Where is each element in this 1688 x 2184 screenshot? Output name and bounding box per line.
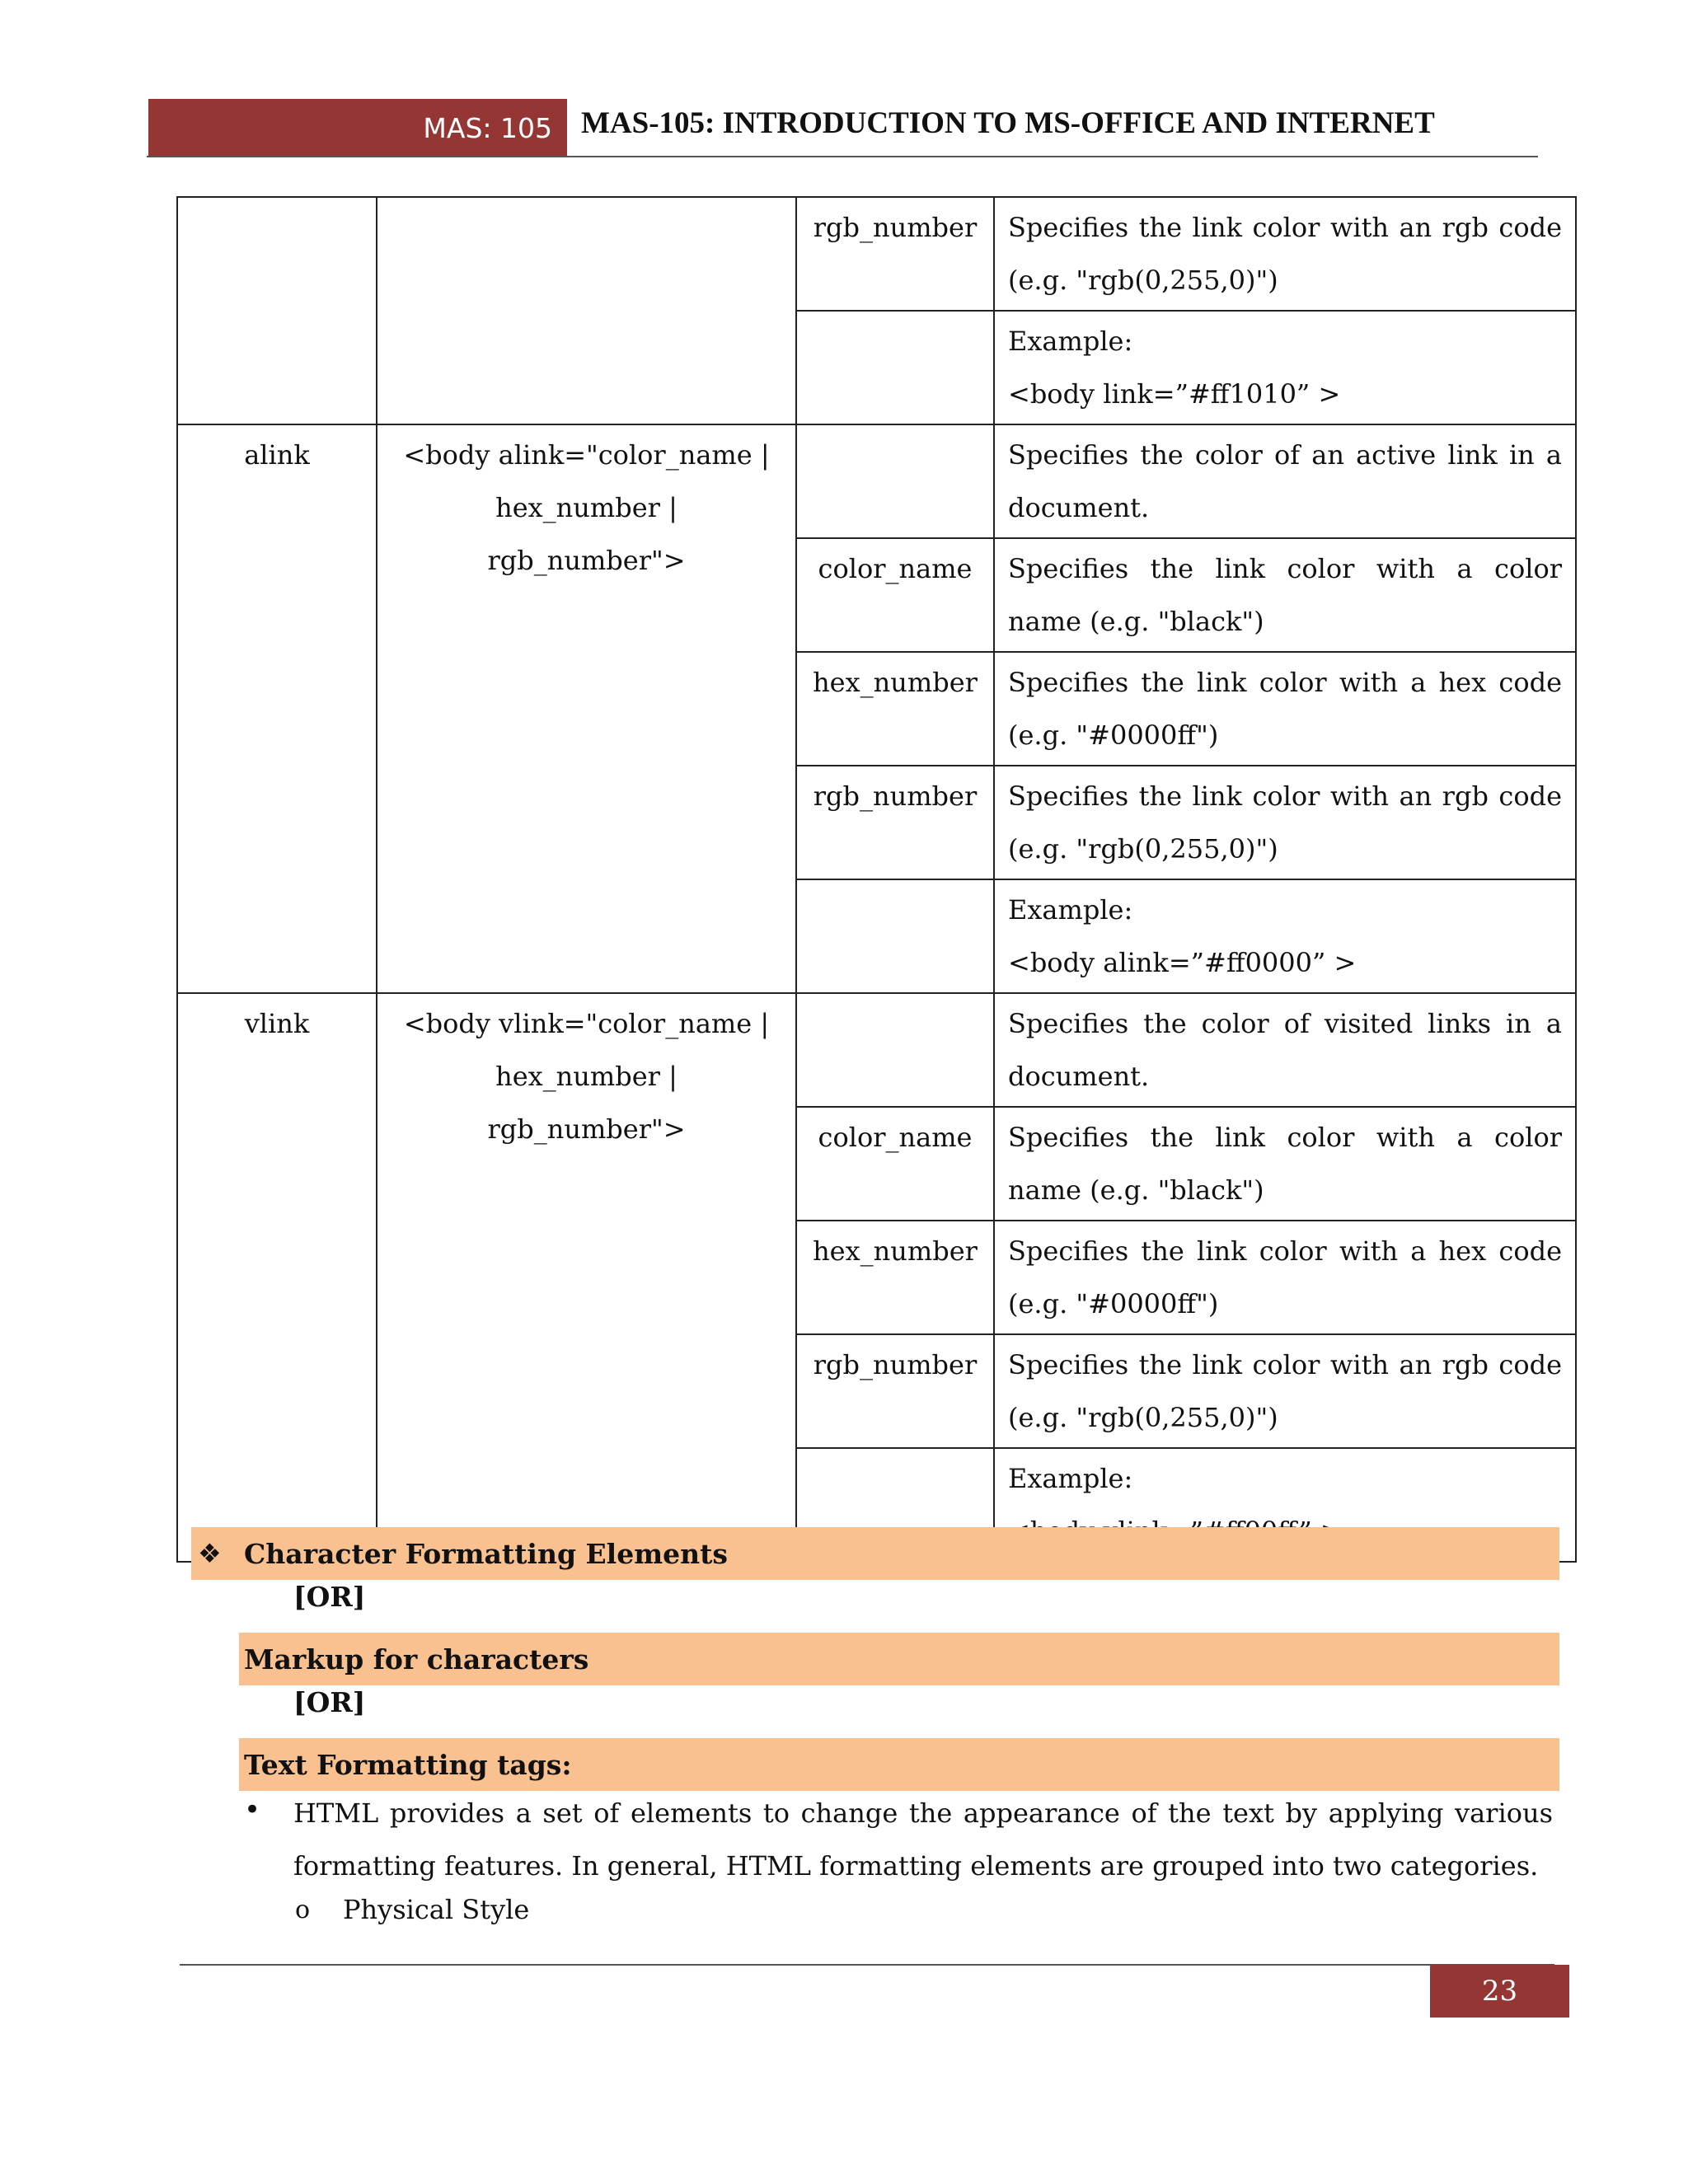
header-code: MAS: 105 xyxy=(423,111,552,144)
body-paragraph: HTML provides a set of elements to change the appearance of the text by applying various formatting features. In general, HTML formatting elements are grouped into two categories. xyxy=(293,1797,1553,1882)
page-number: 23 xyxy=(1430,1965,1569,2018)
example-code: <body alink=”#ff0000” > xyxy=(1008,947,1357,978)
header-divider xyxy=(147,156,1538,157)
value-cell: rgb_number xyxy=(796,197,994,311)
value-cell: color_name xyxy=(796,538,994,652)
table-row xyxy=(177,197,1576,311)
example-cell xyxy=(994,311,1576,424)
bullet-icon: • xyxy=(244,1793,261,1826)
description-cell: Specifies the color of an active link in a document. xyxy=(994,424,1576,538)
example-code: <body link=”#ff1010” > xyxy=(1008,378,1341,410)
description-cell: Specifies the link color with a hex code (e.g. "#0000ff") xyxy=(994,652,1576,766)
value-cell: hex_number xyxy=(796,1221,994,1334)
attribute-name-cell: alink xyxy=(177,424,377,993)
diamond-bullet-icon: ❖ xyxy=(198,1538,222,1569)
table-cell xyxy=(377,197,796,424)
description-cell: Specifies the color of visited links in a document. xyxy=(994,993,1576,1107)
value-cell: rgb_number xyxy=(796,1334,994,1448)
section-heading-text-formatting xyxy=(239,1738,1559,1791)
value-cell xyxy=(796,879,994,993)
header-title: MAS-105: INTRODUCTION TO MS-OFFICE AND INTERNET xyxy=(581,106,1435,140)
description-cell: Specifies the link color with an rgb code (e.g. "rgb(0,255,0)") xyxy=(994,766,1576,879)
heading-text: Character Formatting Elements xyxy=(244,1537,728,1570)
syntax-cell: <body alink="color_name | hex_number | rgb_number"> xyxy=(377,424,796,993)
heading-text: Text Formatting tags: xyxy=(244,1748,572,1781)
description-cell: Specifies the link color with a hex code (e.g. "#0000ff") xyxy=(994,1221,1576,1334)
description-cell: Specifies the link color with a color name (e.g. "black") xyxy=(994,538,1576,652)
value-cell: color_name xyxy=(796,1107,994,1221)
description-cell: Specifies the link color with a color name (e.g. "black") xyxy=(994,1107,1576,1221)
section-heading-character-formatting xyxy=(191,1527,1559,1580)
value-cell xyxy=(796,311,994,424)
table-row xyxy=(177,424,1576,538)
value-cell: hex_number xyxy=(796,652,994,766)
example-cell xyxy=(994,879,1576,993)
description-cell: Specifies the link color with an rgb code (e.g. "rgb(0,255,0)") xyxy=(994,197,1576,311)
description-cell: Specifies the link color with an rgb code (e.g. "rgb(0,255,0)") xyxy=(994,1334,1576,1448)
header-code-badge xyxy=(148,99,567,157)
value-cell xyxy=(796,993,994,1107)
list-item: Physical Style xyxy=(343,1894,530,1925)
footer-divider xyxy=(180,1964,1554,1966)
value-cell: rgb_number xyxy=(796,766,994,879)
attribute-table xyxy=(176,196,1577,1563)
circle-bullet-icon: o xyxy=(295,1896,311,1924)
attribute-name-cell: vlink xyxy=(177,993,377,1562)
value-cell xyxy=(796,424,994,538)
or-label: [OR] xyxy=(293,1581,366,1613)
or-label: [OR] xyxy=(293,1686,366,1718)
example-label: Example: xyxy=(1008,894,1133,926)
example-label: Example: xyxy=(1008,1463,1133,1494)
section-heading-markup xyxy=(239,1633,1559,1685)
syntax-cell: <body vlink="color_name | hex_number | rgb_number"> xyxy=(377,993,796,1562)
table-cell xyxy=(177,197,377,424)
example-label: Example: xyxy=(1008,326,1133,357)
heading-text: Markup for characters xyxy=(244,1643,589,1675)
table-row xyxy=(177,993,1576,1107)
